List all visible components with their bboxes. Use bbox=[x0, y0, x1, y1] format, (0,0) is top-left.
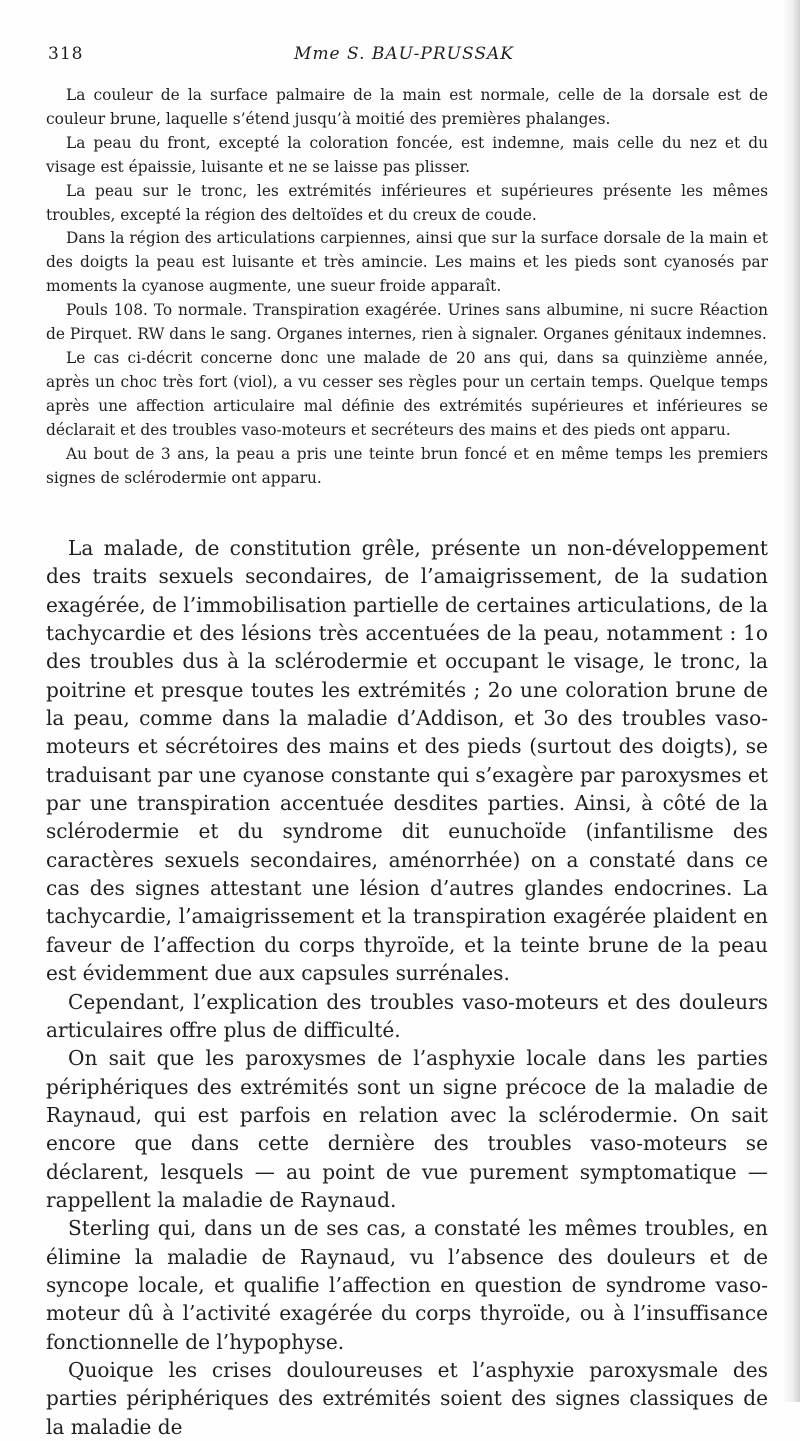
paragraph: On sait que les paroxysmes de l’asphyxie locale dans les parties périphériques des extrémités sont un signe précoce de la maladie de Raynaud, qui est parfois en relation avec la sclérodermie. On sait encore que dans cette dernière des troubles vaso-moteurs se déclarent, lesquels — au point de vue purement symptomatique — rappellent la maladie de Raynaud. bbox=[46, 1046, 768, 1212]
clinical-notes-section bbox=[46, 84, 768, 490]
paragraph: Pouls 108. To normale. Transpiration exagérée. Urines sans albumine, ni sucre Réaction de Pirquet. RW dans le sang. Organes internes, rien à signaler. Organes génitaux indemnes. bbox=[46, 301, 768, 344]
paragraph: Dans la région des articulations carpiennes, ainsi que sur la surface dorsale de la main et des doigts la peau est luisante et très amincie. Les mains et les pieds sont cyanosés par moments la cyanose augmente, une sueur froide apparaît. bbox=[46, 229, 768, 296]
paragraph: La peau du front, excepté la coloration foncée, est indemne, mais celle du nez et du visage est épaissie, luisante et ne se laisse pas plisser. bbox=[46, 133, 768, 176]
paragraph: Cependant, l’explication des troubles vaso-moteurs et des douleurs articulaires offre plus de difficulté. bbox=[46, 989, 768, 1042]
paragraph: La couleur de la surface palmaire de la main est normale, celle de la dorsale est de couleur brune, laquelle s’étend jusqu’à moitié des premières phalanges. bbox=[46, 86, 768, 128]
running-head: Mme S. BAU-PRUSSAK bbox=[294, 44, 514, 64]
paragraph: La peau sur le tronc, les extrémités inférieures et supérieures présente les mêmes troubles, excepté la région des deltoïdes et du creux de coude. bbox=[46, 181, 768, 224]
paragraph: Quoique les crises douloureuses et l’asphyxie paroxysmale des parties périphériques des extrémités soient des signes classiques de la maladie de bbox=[46, 1357, 768, 1439]
paragraph: La malade, de constitution grêle, présente un non-développement des traits sexuels secondaires, de l’amaigrissement, de la sudation exagérée, de l’immobilisation partielle de certaines articulations, de la tachycardie et des lésions très accentuées de la peau, notamment : 1o des troubles dus à la sclérodermie et occupant le visage, le tronc, la poitrine et presque toutes les extrémités ; 2o une coloration brune de la peau, comme dans la maladie d’Addison, et 3o des troubles vaso-moteurs et sécrétoires des mains et des pieds (surtout des doigts), se traduisant par une cyanose constante qui s’exagère par paroxysmes et par une transpiration accentuée desdites parties. Ainsi, à côté de la sclérodermie et du syndrome dit eunuchoïde (infantilisme des caractères sexuels secondaires, aménorrhée) on a constaté dans ce cas des signes attestant une lésion d’autres glandes endocrines. La tachycardie, l’amaigrissement et la transpiration exagérée plaident en faveur de l’affection du corps thyroïde, et la teinte brune de la peau est évidemment due aux capsules surrénales. bbox=[46, 536, 768, 986]
page-edge-shadow bbox=[782, 0, 800, 1402]
paragraph: Sterling qui, dans un de ses cas, a constaté les mêmes troubles, en élimine la maladie de Raynaud, vu l’absence des douleurs et de syncope locale, et qualifie l’affection en question de syndrome vaso-moteur dû à l’activité exagérée du corps thyroïde, ou à l’insuffisance fonctionnelle de l’hypophyse. bbox=[46, 1216, 768, 1354]
paragraph: Le cas ci-décrit concerne donc une malade de 20 ans qui, dans sa quinzième année, après un choc très fort (viol), a vu cesser ses règles pour un certain temps. Quelque temps après une affection articulaire mal définie des extrémités supérieures et inférieures se déclarait et des troubles vaso-moteurs et secréteurs des mains et des pieds ont apparu. bbox=[46, 348, 768, 439]
page-number: 318 bbox=[48, 44, 84, 64]
page-header bbox=[48, 44, 760, 68]
paragraph: Au bout de 3 ans, la peau a pris une teinte brun foncé et en même temps les premiers signes de sclérodermie ont apparu. bbox=[46, 444, 768, 487]
discussion-section bbox=[46, 534, 768, 1441]
